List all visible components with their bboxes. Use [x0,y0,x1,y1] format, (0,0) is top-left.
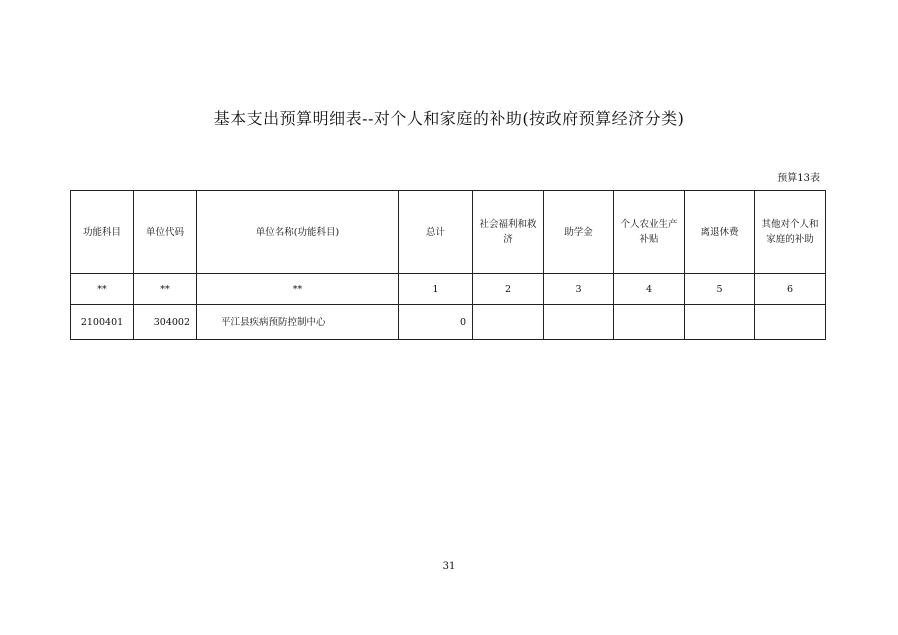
data-cell [755,305,826,340]
header-cell: 单位名称(功能科目) [197,191,399,274]
index-cell: 2 [473,274,544,305]
index-cell: 5 [685,274,755,305]
data-cell [473,305,544,340]
header-cell: 功能科目 [71,191,134,274]
index-cell: 4 [614,274,685,305]
header-cell: 离退休费 [685,191,755,274]
budget-table [70,190,826,340]
index-cell: ** [197,274,399,305]
header-cell: 个人农业生产补贴 [614,191,685,274]
total-cell: 0 [399,305,473,340]
unit-code-cell: 304002 [134,305,197,340]
header-row [71,191,826,274]
index-row [71,274,826,305]
table-row [71,305,826,340]
index-cell: 6 [755,274,826,305]
data-cell [614,305,685,340]
index-cell: 1 [399,274,473,305]
index-cell: ** [134,274,197,305]
data-cell [544,305,614,340]
function-code-cell: 2100401 [71,305,134,340]
header-cell: 其他对个人和家庭的补助 [755,191,826,274]
document-title: 基本支出预算明细表--对个人和家庭的补助(按政府预算经济分类) [213,109,685,128]
header-cell: 社会福利和救济 [473,191,544,274]
header-cell: 总计 [399,191,473,274]
index-cell: ** [71,274,134,305]
header-cell: 助学金 [544,191,614,274]
header-cell: 单位代码 [134,191,197,274]
unit-name-cell: 平江县疾病预防控制中心 [197,305,399,340]
table-id: 预算13表 [777,173,820,184]
index-cell: 3 [544,274,614,305]
page-number: 31 [442,561,456,572]
data-cell [685,305,755,340]
